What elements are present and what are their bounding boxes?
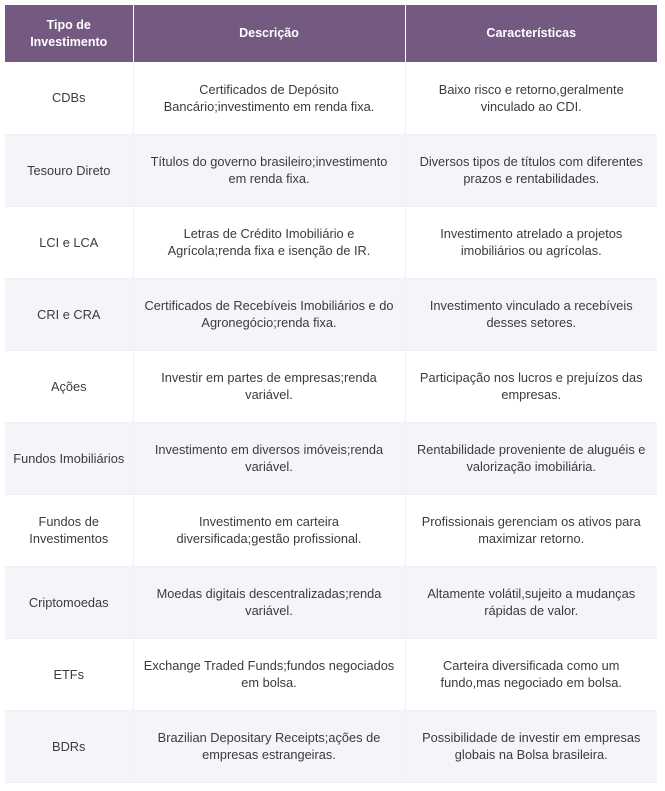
header-tipo-de-investimento: Tipo de Investimento [5, 5, 133, 62]
cell-tipo: Fundos Imobiliários [5, 422, 133, 494]
cell-descricao: Títulos do governo brasileiro;investimento em renda fixa. [133, 134, 405, 206]
cell-descricao: Exchange Traded Funds;fundos negociados em bolsa. [133, 638, 405, 710]
cell-tipo: Ações [5, 350, 133, 422]
cell-caracteristicas: Investimento atrelado a projetos imobiliários ou agrícolas. [405, 206, 657, 278]
cell-descricao: Investimento em diversos imóveis;renda variável. [133, 422, 405, 494]
header-row [5, 5, 657, 62]
cell-tipo: LCI e LCA [5, 206, 133, 278]
table-row [5, 206, 657, 278]
cell-tipo: Criptomoedas [5, 566, 133, 638]
cell-descricao: Letras de Crédito Imobiliário e Agrícola;renda fixa e isenção de IR. [133, 206, 405, 278]
table-row [5, 62, 657, 134]
table-row [5, 710, 657, 782]
cell-caracteristicas: Rentabilidade proveniente de aluguéis e valorização imobiliária. [405, 422, 657, 494]
cell-descricao: Certificados de Depósito Bancário;investimento em renda fixa. [133, 62, 405, 134]
cell-caracteristicas: Altamente volátil,sujeito a mudanças rápidas de valor. [405, 566, 657, 638]
investment-table-container [5, 5, 657, 783]
cell-descricao: Certificados de Recebíveis Imobiliários e do Agronegócio;renda fixa. [133, 278, 405, 350]
cell-descricao: Brazilian Depositary Receipts;ações de empresas estrangeiras. [133, 710, 405, 782]
table-row [5, 350, 657, 422]
cell-caracteristicas: Profissionais gerenciam os ativos para maximizar retorno. [405, 494, 657, 566]
table-row [5, 566, 657, 638]
cell-tipo: Fundos de Investimentos [5, 494, 133, 566]
table-row [5, 134, 657, 206]
header-caracteristicas: Características [405, 5, 657, 62]
cell-caracteristicas: Investimento vinculado a recebíveis desses setores. [405, 278, 657, 350]
table-row [5, 278, 657, 350]
investment-types-table [5, 5, 657, 783]
table-header [5, 5, 657, 62]
cell-tipo: CRI e CRA [5, 278, 133, 350]
table-body [5, 62, 657, 782]
table-row [5, 422, 657, 494]
cell-tipo: Tesouro Direto [5, 134, 133, 206]
cell-descricao: Investimento em carteira diversificada;gestão profissional. [133, 494, 405, 566]
cell-descricao: Moedas digitais descentralizadas;renda variável. [133, 566, 405, 638]
cell-caracteristicas: Possibilidade de investir em empresas globais na Bolsa brasileira. [405, 710, 657, 782]
cell-descricao: Investir em partes de empresas;renda variável. [133, 350, 405, 422]
cell-tipo: ETFs [5, 638, 133, 710]
cell-tipo: CDBs [5, 62, 133, 134]
cell-tipo: BDRs [5, 710, 133, 782]
cell-caracteristicas: Carteira diversificada como um fundo,mas negociado em bolsa. [405, 638, 657, 710]
cell-caracteristicas: Baixo risco e retorno,geralmente vinculado ao CDI. [405, 62, 657, 134]
table-row [5, 638, 657, 710]
header-descricao: Descrição [133, 5, 405, 62]
cell-caracteristicas: Diversos tipos de títulos com diferentes prazos e rentabilidades. [405, 134, 657, 206]
cell-caracteristicas: Participação nos lucros e prejuízos das empresas. [405, 350, 657, 422]
table-row [5, 494, 657, 566]
